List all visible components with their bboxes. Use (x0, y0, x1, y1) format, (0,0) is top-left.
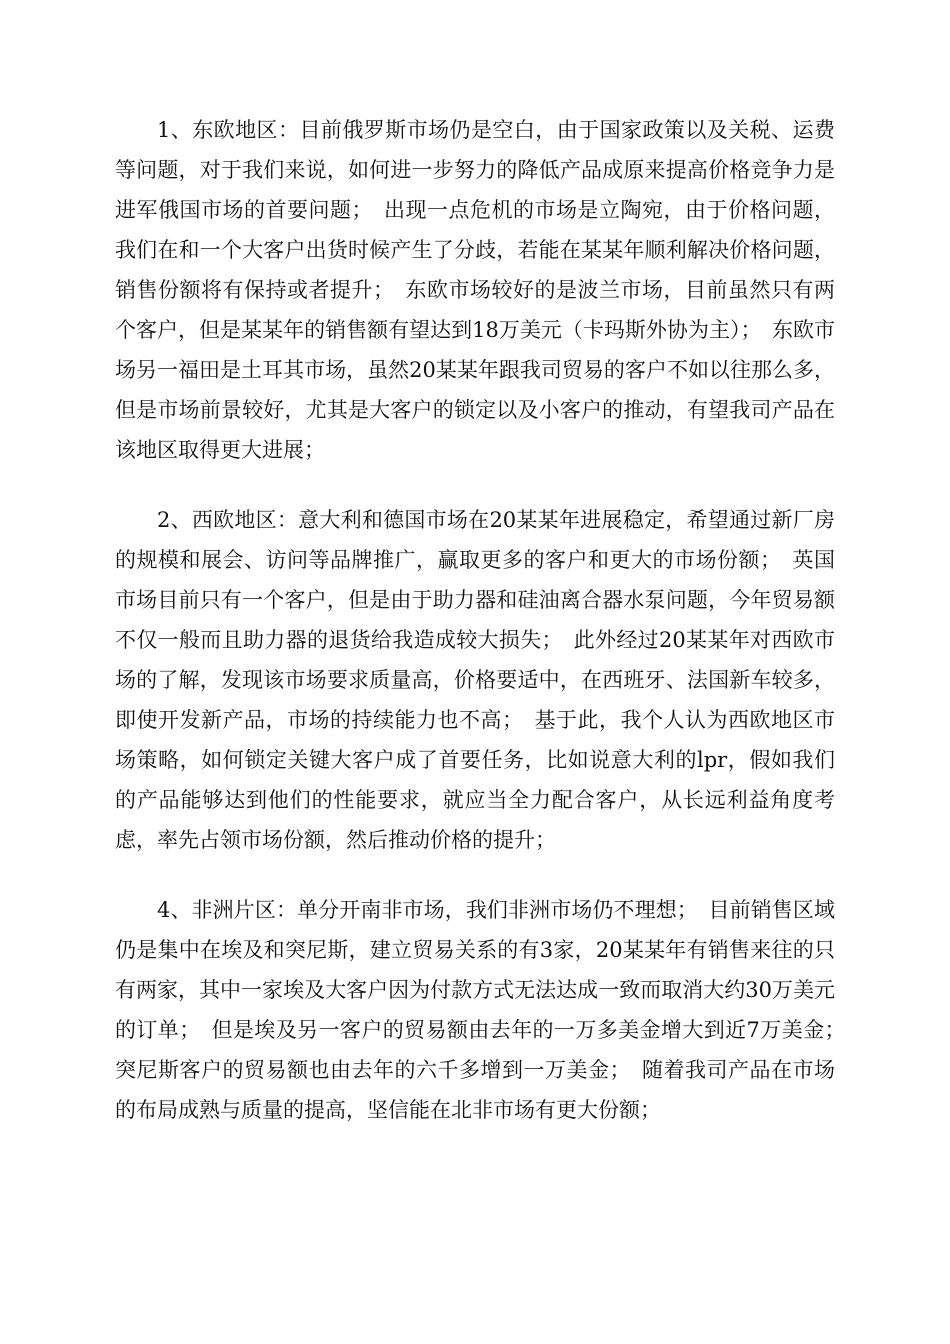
paragraph-eastern-europe: 1、东欧地区：目前俄罗斯市场仍是空白，由于国家政策以及关税、运费等问题，对于我们来说，如何进一步努力的降低产品成原来提高价格竞争力是进军俄国市场的首要问题； 出现一点危机的市场是立陶宛，由于价格问题，我们在和一个大客户出货时候产生了分歧，若能在某某年顺利解决价格问题，销售份额将有保持或者提升； 东欧市场较好的是波兰市场，目前虽然只有两个客户，但是某某年的销售额有望达到18万美元（卡玛斯外协为主）； 东欧市场另一福田是土耳其市场，虽然20某某年跟我司贸易的客户不如以往那么多，但是市场前景较好，尤其是大客户的锁定以及小客户的推动，有望我司产品在该地区取得更大进展； (115, 118, 835, 462)
paragraph-western-europe: 2、西欧地区：意大利和德国市场在20某某年进展稳定，希望通过新厂房的规模和展会、访问等品牌推广，赢取更多的客户和更大的市场份额； 英国市场目前只有一个客户，但是由于助力器和硅油离合器水泵问题，今年贸易额不仅一般而且助力器的退货给我造成较大损失； 此外经过20某某年对西欧市场的了解，发现该市场要求质量高，价格要适中，在西班牙、法国新车较多，即使开发新产品，市场的持续能力也不高； 基于此，我个人认为西欧地区市场策略，如何锁定关键大客户成了首要任务，比如说意大利的lpr，假如我们的产品能够达到他们的性能要求，就应当全力配合客户，从长远利益角度考虑，率先占领市场份额，然后推动价格的提升； (115, 508, 835, 852)
paragraph-africa: 4、非洲片区：单分开南非市场，我们非洲市场仍不理想； 目前销售区域仍是集中在埃及和突尼斯，建立贸易关系的有3家，20某某年有销售来往的只有两家，其中一家埃及大客户因为付款方式无法达成一致而取消大约30万美元的订单； 但是埃及另一客户的贸易额由去年的一万多美金增大到近7万美金； 突尼斯客户的贸易额也由去年的六千多增到一万美金； 随着我司产品在市场的布局成熟与质量的提高，坚信能在北非市场有更大份额； (115, 898, 856, 1122)
document-body (115, 110, 856, 1130)
